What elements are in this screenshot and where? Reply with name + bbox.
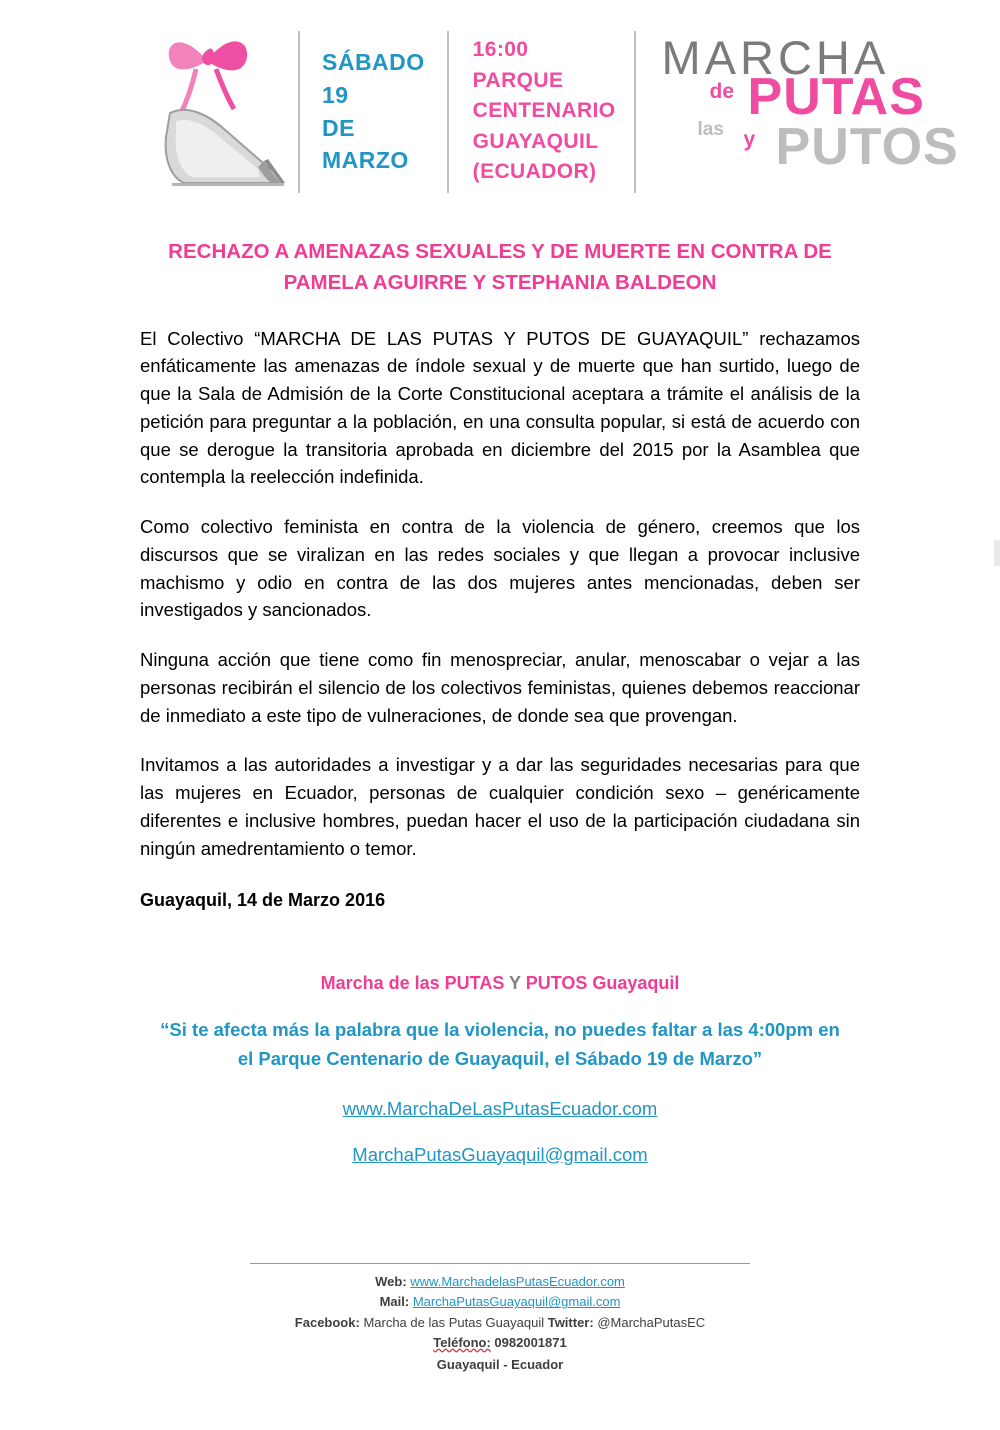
footer-facebook-label: Facebook: <box>294 1314 360 1330</box>
footer-mail-row <box>0 1292 1000 1312</box>
event-date-line-3: DE <box>322 114 355 141</box>
event-place-line-2: CENTENARIO <box>472 99 616 123</box>
footer-twitter-label: Twitter: <box>547 1314 594 1330</box>
signature-line <box>140 973 860 994</box>
event-date-block <box>298 31 449 193</box>
email-link[interactable]: MarchaPutasGuayaquil@gmail.com <box>352 1143 648 1165</box>
page-title: RECHAZO A AMENAZAS SEXUALES Y DE MUERTE EN CONTRA DE PAMELA AGUIRRE Y STEPHANIA BALDEON <box>168 240 832 294</box>
quote-line-2: el Parque Centenario de Guayaquil, el Sábado 19 de Marzo” <box>237 1047 763 1069</box>
page-edge-marker <box>994 540 1000 566</box>
signature-part-5: Guayaquil <box>587 973 680 994</box>
footer-facebook-value: Marcha de las Putas Guayaquil <box>363 1314 545 1330</box>
email-link-row <box>140 1144 860 1166</box>
footer-mail-label: Mail: <box>379 1294 410 1310</box>
quote-line-1: “Si te afecta más la palabra que la violencia, no puedes faltar a las 4:00pm en <box>160 1019 840 1041</box>
event-date-line-1: SÁBADO <box>322 49 425 76</box>
footer-twitter-value: @MarchaPutasEC <box>597 1314 706 1330</box>
paragraph-2: Como colectivo feminista en contra de la violencia de género, creemos que los discursos que se viralizan en las redes sociales y que llegan a provocar inclusive machismo y odio en contra de las dos mujeres antes mencionadas, deben ser investigados y sancionados. <box>140 516 860 621</box>
event-place-country: (ECUADOR) <box>472 160 597 184</box>
footer-social-row <box>0 1313 1000 1333</box>
event-place-city: GUAYAQUIL <box>472 129 599 153</box>
place-and-date: Guayaquil, 14 de Marzo 2016 <box>140 890 386 911</box>
footer-city: Guayaquil - Ecuador <box>436 1356 564 1372</box>
event-place-line-1: PARQUE <box>472 68 564 92</box>
event-time: 16:00 <box>472 38 529 62</box>
paragraph-3: Ninguna acción que tiene como fin menospreciar, anular, menoscabar o vejar a las personas recibirán el silencio de los colectivos feministas, quienes debemos reaccionar de inmediato a este tipo de vulneraciones, de donde sea que provengan. <box>140 649 860 726</box>
footer-phone-value: 0982001871 <box>494 1334 567 1350</box>
document-body <box>0 237 1000 1166</box>
document-footer <box>0 1263 1000 1375</box>
footer-phone-row <box>0 1333 1000 1353</box>
brand-word-de: de <box>709 80 735 103</box>
high-heel-shoe-with-bow-icon <box>140 17 290 207</box>
footer-mail-link[interactable]: MarchaPutasGuayaquil@gmail.com <box>412 1294 621 1310</box>
signature-part-1: Marcha de las <box>320 973 445 994</box>
signature-part-4: PUTOS <box>525 973 588 994</box>
brand-word-putos: PUTOS <box>775 118 959 176</box>
footer-web-link[interactable]: www.MarchadelasPutasEcuador.com <box>410 1274 625 1290</box>
brand-word-y: y <box>743 128 756 151</box>
brand-word-marcha: MARCHA <box>661 31 890 84</box>
brand-logo <box>636 24 959 199</box>
event-date-line-2: 19 <box>322 81 349 108</box>
footer-web-label: Web: <box>375 1274 407 1290</box>
call-to-action-quote <box>140 1016 860 1073</box>
footer-phone-label: Teléfono: <box>433 1334 491 1350</box>
brand-word-putas: PUTAS <box>747 68 925 126</box>
website-link[interactable]: www.MarchaDeLasPutasEcuador.com <box>342 1097 658 1119</box>
signature-part-3: Y <box>504 973 526 994</box>
event-place-block <box>449 31 636 193</box>
paragraph-1: El Colectivo “MARCHA DE LAS PUTAS Y PUTOS DE GUAYAQUIL” rechazamos enfáticamente las amenazas de índole sexual y de muerte que han surtido, luego de que la Sala de Admisión de la Corte Constitucional aceptara a trámite el análisis de la petición para preguntar a la población, en una consulta popular, si está de acuerdo con que se derogue la transitoria aprobada en diciembre del 2015 por la Asamblea que contempla la reelección indefinida. <box>140 327 860 488</box>
footer-divider <box>250 1263 750 1264</box>
brand-word-las: las <box>697 119 724 140</box>
document-header <box>0 0 1000 215</box>
footer-web-row <box>0 1272 1000 1292</box>
paragraph-4: Invitamos a las autoridades a investigar y a dar las seguridades necesarias para que las mujeres en Ecuador, personas de cualquier condición sexo – genéricamente diferentes e inclusive hombres, puedan hacer el uso de la participación ciudadana sin ningún amedrentamiento o temor. <box>140 754 860 859</box>
signature-part-2: PUTAS <box>444 973 505 994</box>
event-date-line-4: MARZO <box>322 147 409 174</box>
website-link-row <box>140 1098 860 1120</box>
